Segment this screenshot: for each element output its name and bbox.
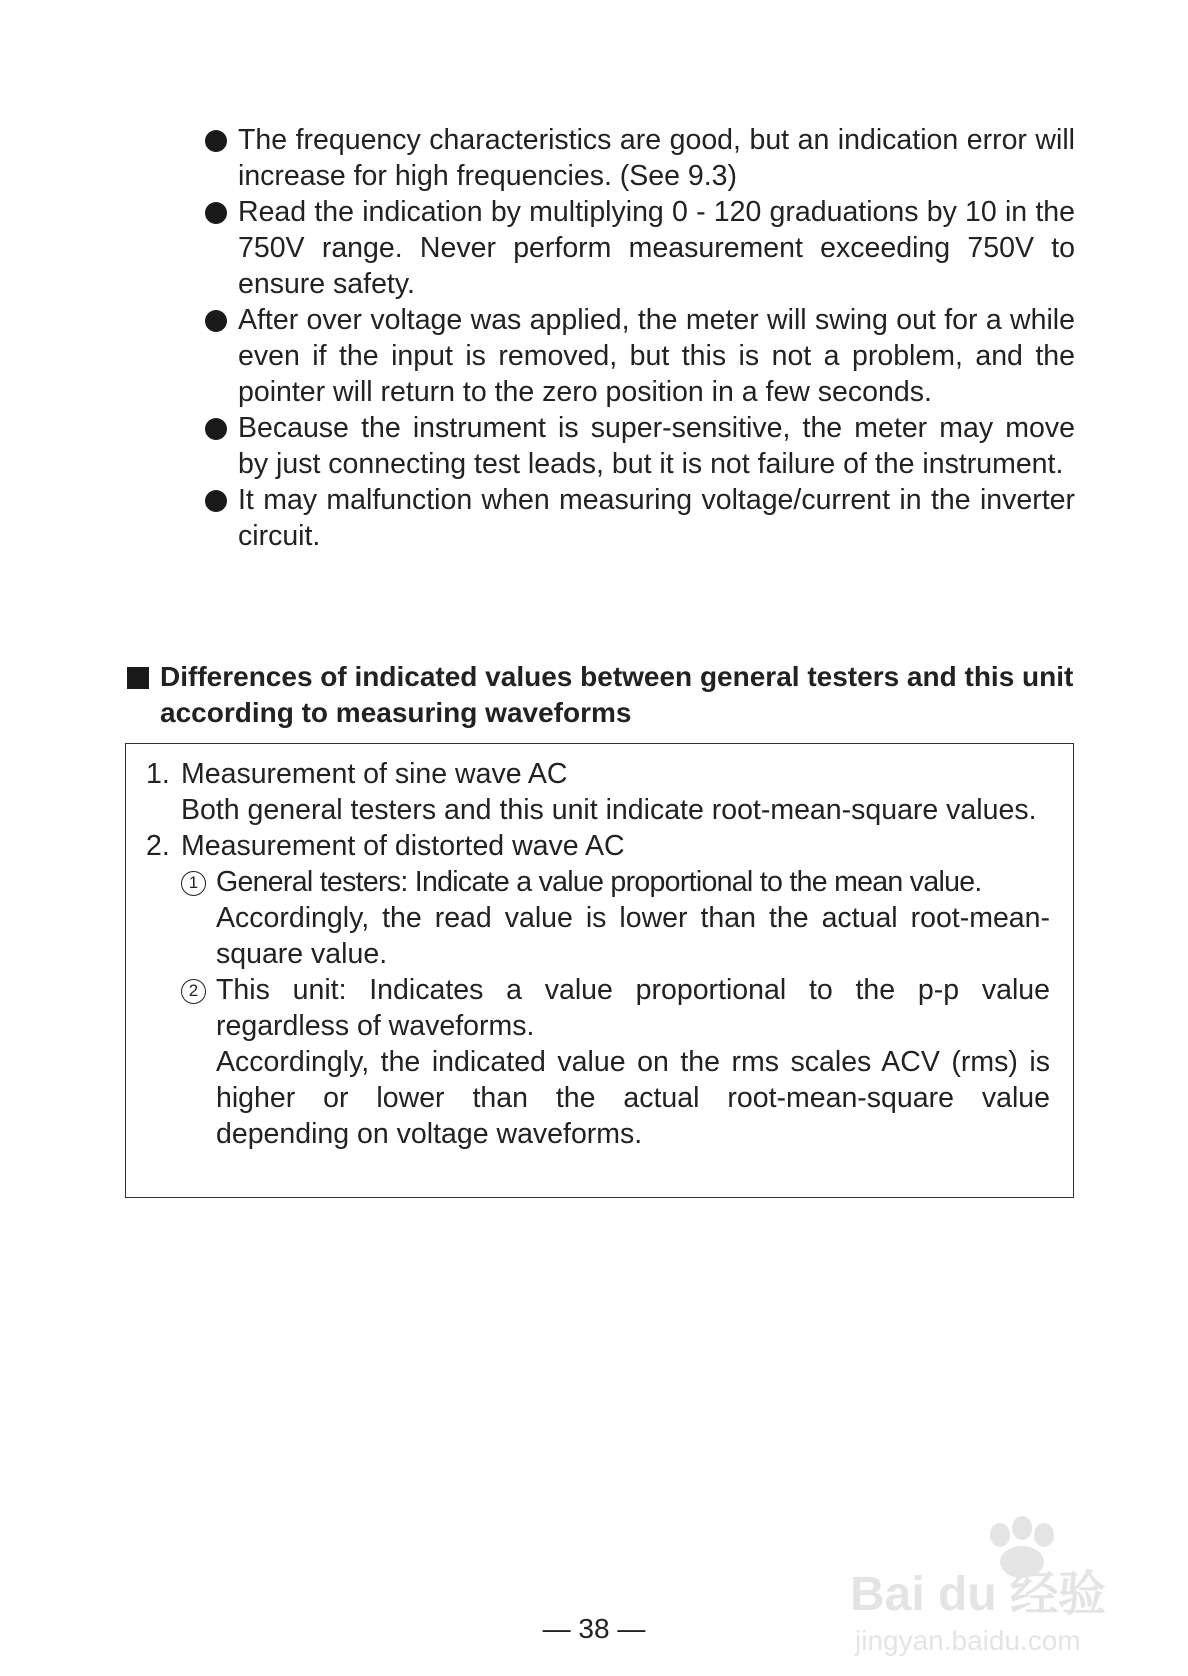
waveform-info-box [125,743,1074,1198]
item-body: Both general testers and this unit indicate root-mean-square values. [181,794,1037,826]
item-title: Measurement of sine wave AC [181,758,568,790]
item-title: Measurement of distorted wave AC [181,830,625,862]
bullet-icon [205,418,227,440]
numbered-item: 2. Measurement of distorted wave AC 1 General testers: Indicate a value proportional to the mean value. Accordingly, the read value is lower than the actual root-mean-square value. 2 This unit: Indicates a value proportional to the p-p value regardless of waveforms. Accordingly, the indicated value on the rms scales ACV (rms) is higher or lower than the actual root-mean-square value depending on voltage waveforms. [146,830,1050,1150]
numbered-item: 1. Measurement of sine wave AC Both general testers and this unit indicate root-mean-square values. [146,756,1050,828]
bullet-item: The frequency characteristics are good, but an indication error will increase for high frequencies. (See 9.3) [205,122,1075,194]
bullet-icon [205,310,227,332]
page-number: — 38 — [542,1613,646,1644]
bullet-item: Read the indication by multiplying 0 - 120 graduations by 10 in the 750V range. Never perform measurement exceeding 750V to ensure safety. [205,194,1075,302]
svg-text:Bai du 经验: Bai du 经验 [850,1568,1107,1621]
svg-text:jingyan.baidu.com: jingyan.baidu.com [855,1625,1081,1656]
bullet-list [205,122,1075,554]
circled-number-icon: 1 [181,871,206,896]
square-bullet-icon [127,667,149,689]
bullet-item: Because the instrument is super-sensitive, the meter may move by just connecting test leads, but it is not failure of the instrument. [205,410,1075,482]
bullet-item: After over voltage was applied, the meter will swing out for a while even if the input is removed, but this is not a problem, and the pointer will return to the zero position in a few seconds. [205,302,1075,410]
section-heading: Differences of indicated values between general testers and this unit according to measuring waveforms [127,659,1075,731]
bullet-icon [205,490,227,512]
bullet-icon [205,130,227,152]
bullet-item: It may malfunction when measuring voltage/current in the inverter circuit. [205,482,1075,554]
circled-subitem: 1 General testers: Indicate a value proportional to the mean value. Accordingly, the read value is lower than the actual root-mean-square value. [181,864,1050,972]
circled-subitem: 2 This unit: Indicates a value proportional to the p-p value regardless of waveforms. Accordingly, the indicated value on the rms scales ACV (rms) is higher or lower than the actual root-mean-square value depending on voltage waveforms. [181,972,1050,1152]
circled-number-icon: 2 [181,979,206,1004]
baidu-jingyan-watermark [850,1510,1130,1660]
bullet-icon [205,202,227,224]
